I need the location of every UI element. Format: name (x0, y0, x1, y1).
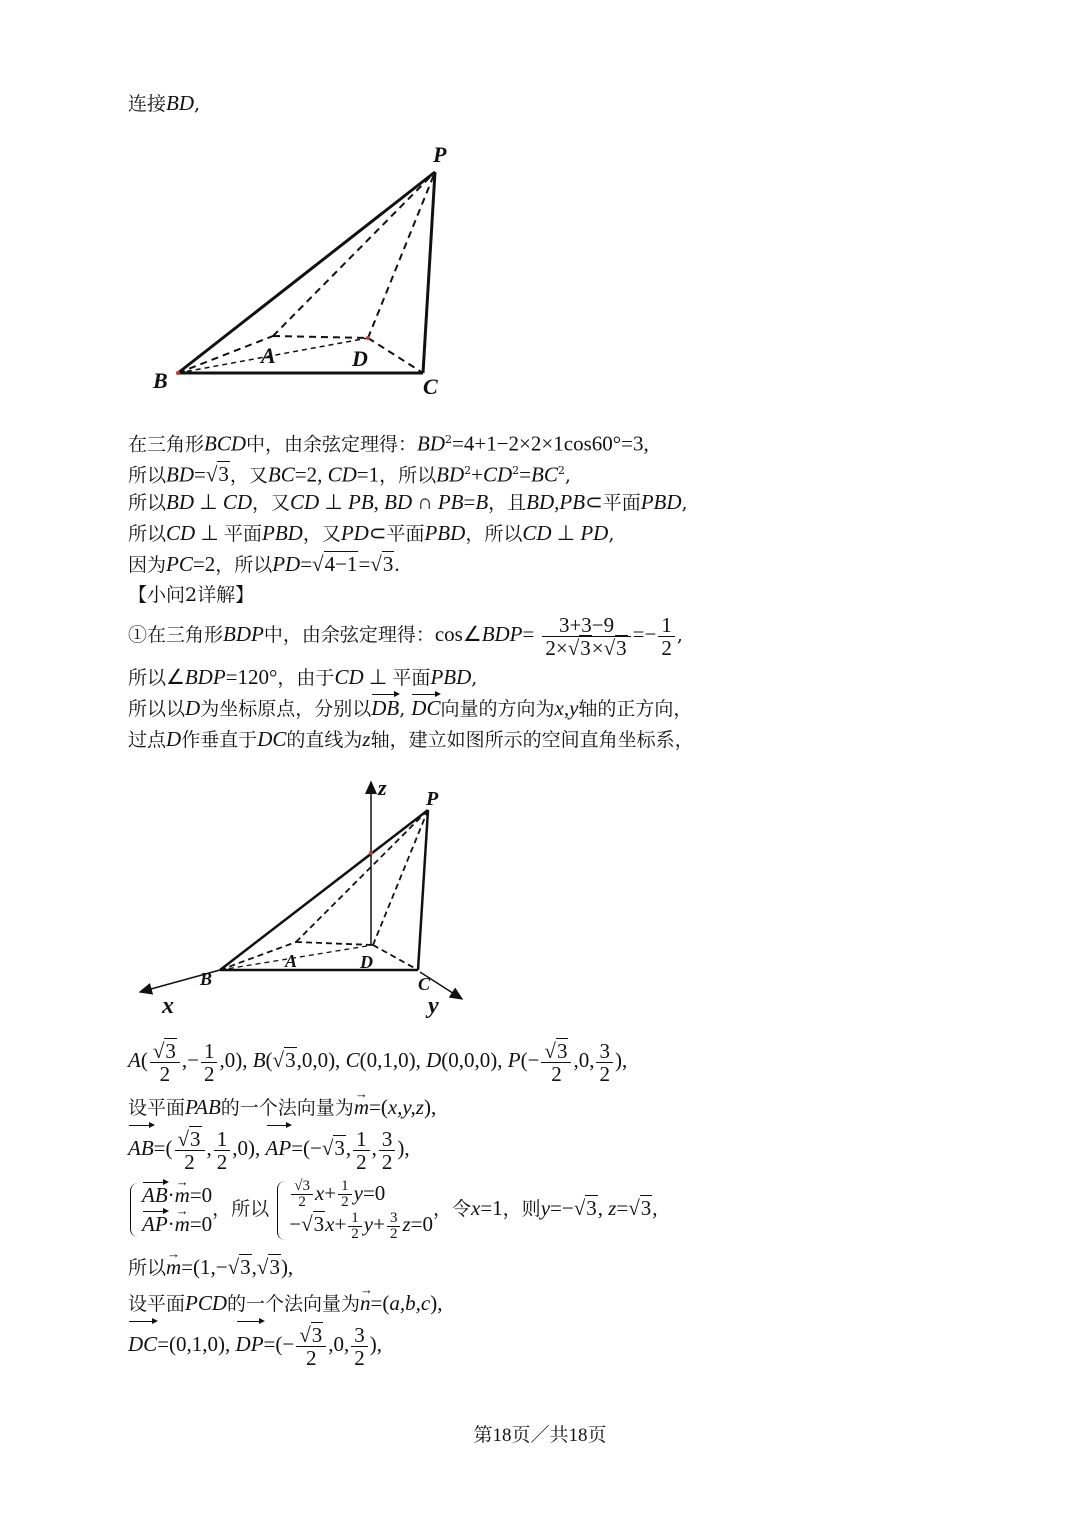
vectors-AB-AP: AB=( $\frac{√3}{2}$ , $\frac{1}{2}$ ,0), AP=(−√3, $\frac{1}{2}$ , $\frac{3}{2}$ ), (128, 1124, 410, 1173)
text-line-11: 设平面PCD的一个法向量为n →=(a,b,c), (128, 1288, 442, 1319)
edge-AD (296, 942, 373, 945)
edge-DC (373, 945, 418, 970)
text-line-7: 所以∠BDP=120°，由于CD ⊥ 平面PBD, (128, 665, 478, 689)
text-line-1: 在三角形BCD中，由余弦定理得：$BD^2=4+1-2\times 2\times 1\cos 60^\circ=3$, (128, 431, 649, 456)
label-P: P (426, 788, 439, 810)
system-equations: AB·m →=0 AP·m →=0 ，所以 $\frac{√3}{2}$ x+ $\frac{1}{2}$ y=0 −√3x+ $\frac{1}{2}$ y+ $\frac{3}{2}$ z=0 ，令x=1，则y=−√3, z=√3, (128, 1178, 658, 1242)
label-D: D (352, 346, 368, 371)
text-line-6: ①在三角形BDP中，由余弦定理得：cos∠BDP= $\frac{3+3-9}{2\times√3\times√3}$ =− $\frac{1}{2}$ , (128, 612, 683, 660)
text-line-3: 所以BD ⊥ CD，又CD ⊥ PB, BD ∩ PB=B，且BD,PB⊂平面PBD, (128, 490, 688, 514)
edge-PC (423, 172, 435, 373)
edge-BP (220, 810, 428, 970)
label-A: A (261, 343, 276, 368)
text-line-9: 过点D作垂直于DC的直线为z轴，建立如图所示的空间直角坐标系， (128, 727, 694, 751)
edge-PC (418, 810, 428, 970)
text-line-8: 所以以D为坐标原点，分别以DB, DC向量的方向为x,y轴的正方向， (128, 693, 692, 724)
edge-AD (273, 336, 368, 338)
text-line-5: 因为PC=2，所以PD=√4−1=√3. (128, 552, 400, 576)
label-B: B (153, 368, 168, 393)
axis-label-x: x (162, 993, 174, 1019)
vectors-DC-DP: DC=(0,1,0), DP=(− $\frac{√3}{2}$ ,0, $\frac{3}{2}$ ), (128, 1320, 382, 1369)
page-footer: 第18页／共18页 (473, 1425, 607, 1446)
pyramid-figure-1 (145, 140, 465, 405)
label-P: P (433, 142, 447, 167)
text-line-connect: 连接BD, (128, 91, 201, 115)
label-B: B (200, 969, 213, 989)
edge-DC (368, 338, 423, 373)
label-C: C (418, 974, 431, 994)
edge-AP (296, 810, 428, 942)
label-D: D (360, 952, 373, 972)
text-line-m-result: 所以m →=(1,−√3,√3), (128, 1252, 293, 1283)
text-line-4: 所以CD ⊥ 平面PBD，又PD⊂平面PBD，所以CD ⊥ PD, (128, 521, 615, 545)
edge-AP (273, 172, 435, 336)
edge-BA (178, 336, 273, 373)
axis-label-y: y (428, 993, 439, 1019)
edge-BP (178, 172, 435, 373)
label-C: C (423, 374, 438, 399)
label-A: A (285, 951, 298, 971)
coordinate-figure-2 (130, 770, 475, 1025)
section-heading-q2: 【小问2详解】 (128, 584, 255, 606)
coordinates-line: A( $\frac{√3}{2}$ ,− $\frac{1}{2}$ ,0), B(√3,0,0), C(0,1,0), D(0,0,0), P(− $\frac{√3}{2}$ ,0, $\frac{3}{2}$ ), (128, 1038, 628, 1086)
text-line-2: 所以BD=√3，又BC=2, CD=1，所以$BD^2+CD^2=BC^2$, (128, 462, 571, 487)
text-line-10: 设平面PAB的一个法向量为m →=(x,y,z), (128, 1092, 436, 1123)
axis-label-z: z (378, 775, 387, 800)
